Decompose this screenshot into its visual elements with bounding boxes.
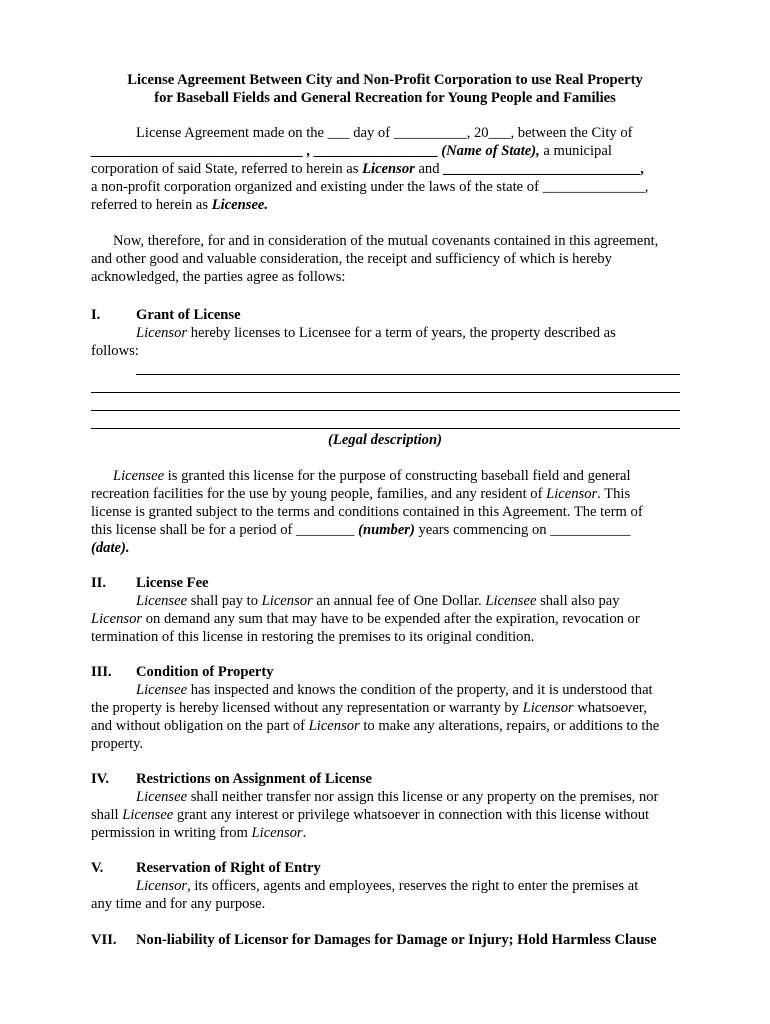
section-2-heading: License Fee — [136, 575, 209, 591]
document-title-line-1: License Agreement Between City and Non-Profit Corporation to use Real Property — [127, 72, 643, 88]
purpose-line-2: recreation facilities for the use by young people, families, and any resident of Licensor. This — [91, 486, 631, 502]
section-3-number: III. — [91, 664, 112, 680]
section-3-line-4: property. — [91, 736, 144, 752]
section-1-heading: Grant of License — [136, 307, 241, 323]
section-1-line-1: Licensor hereby licenses to Licensee for a term of years, the property described as — [136, 325, 616, 341]
section-5-heading: Reservation of Right of Entry — [136, 860, 321, 876]
section-2-number: II. — [91, 575, 107, 591]
document-title-line-2: for Baseball Fields and General Recreation for Young People and Families — [154, 90, 616, 106]
licensee-term: Licensee. — [211, 197, 269, 213]
legal-description-line-3 — [91, 410, 680, 411]
section-2-line-3: termination of this license in restoring the premises to its original condition. — [91, 629, 535, 645]
intro-line-2: _____________________________ , _________________ (Name of State), a municipal — [91, 143, 612, 159]
intro-line-1: License Agreement made on the ___ day of __________, 20___, between the City of — [136, 125, 633, 141]
legal-description-label: (Legal description) — [328, 432, 442, 448]
city-blank: _____________________________ , _________________ — [91, 143, 442, 159]
section-3-line-1: Licensee has inspected and knows the condition of the property, and it is understood that — [136, 682, 653, 698]
purpose-line-1: Licensee is granted this license for the purpose of constructing baseball field and general — [113, 468, 631, 484]
section-3-line-2: the property is hereby licensed without any representation or warranty by Licensor whatsoever, — [91, 700, 647, 716]
purpose-line-5: (date). — [91, 540, 130, 556]
consideration-line-3: acknowledged, the parties agree as follows: — [91, 269, 346, 285]
legal-description-line-1 — [136, 374, 680, 375]
state-placeholder: (Name of State), — [441, 143, 540, 159]
legal-description-line-4 — [91, 428, 680, 429]
section-5-number: V. — [91, 860, 104, 876]
section-3-heading: Condition of Property — [136, 664, 274, 680]
section-4-line-2: shall Licensee grant any interest or privilege whatsoever in connection with this license without — [91, 807, 650, 823]
section-3-line-3: and without obligation on the part of Licensor to make any alterations, repairs, or additions to the — [91, 718, 660, 734]
section-4-heading: Restrictions on Assignment of License — [136, 771, 372, 787]
section-2-line-1: Licensee shall pay to Licensor an annual fee of One Dollar. Licensee shall also pay — [136, 593, 620, 609]
licensee-name-blank: ___________________________, — [443, 161, 644, 177]
section-1-number: I. — [91, 307, 101, 323]
intro-line-4: a non-profit corporation organized and existing under the laws of the state of ______________, — [91, 179, 649, 195]
section-1-line-2: follows: — [91, 343, 139, 359]
intro-line-3: corporation of said State, referred to herein as Licensor and ___________________________, — [91, 161, 644, 177]
section-2-line-2: Licensor on demand any sum that may have to be expended after the expiration, revocation or — [91, 611, 640, 627]
consideration-line-1: Now, therefore, for and in consideration of the mutual covenants contained in this agreement, — [113, 233, 659, 249]
section-7-heading: Non-liability of Licensor for Damages for Damage or Injury; Hold Harmless Clause — [136, 932, 657, 948]
section-4-line-1: Licensee shall neither transfer nor assign this license or any property on the premises, nor — [136, 789, 659, 805]
intro-line-5: referred to herein as Licensee. — [91, 197, 269, 213]
section-5-line-2: any time and for any purpose. — [91, 896, 266, 912]
purpose-line-4: this license shall be for a period of ________ (number) years commencing on ___________ — [91, 522, 631, 538]
section-5-line-1: Licensor, its officers, agents and employees, reserves the right to enter the premises at — [136, 878, 639, 894]
consideration-line-2: and other good and valuable consideration, the receipt and sufficiency of which is hereby — [91, 251, 612, 267]
section-4-number: IV. — [91, 771, 109, 787]
licensor-term: Licensor — [362, 161, 415, 177]
section-7-number: VII. — [91, 932, 117, 948]
section-4-line-3: permission in writing from Licensor. — [91, 825, 307, 841]
legal-description-line-2 — [91, 392, 680, 393]
purpose-line-3: license is granted subject to the terms and conditions contained in this Agreement. The term of — [91, 504, 643, 520]
